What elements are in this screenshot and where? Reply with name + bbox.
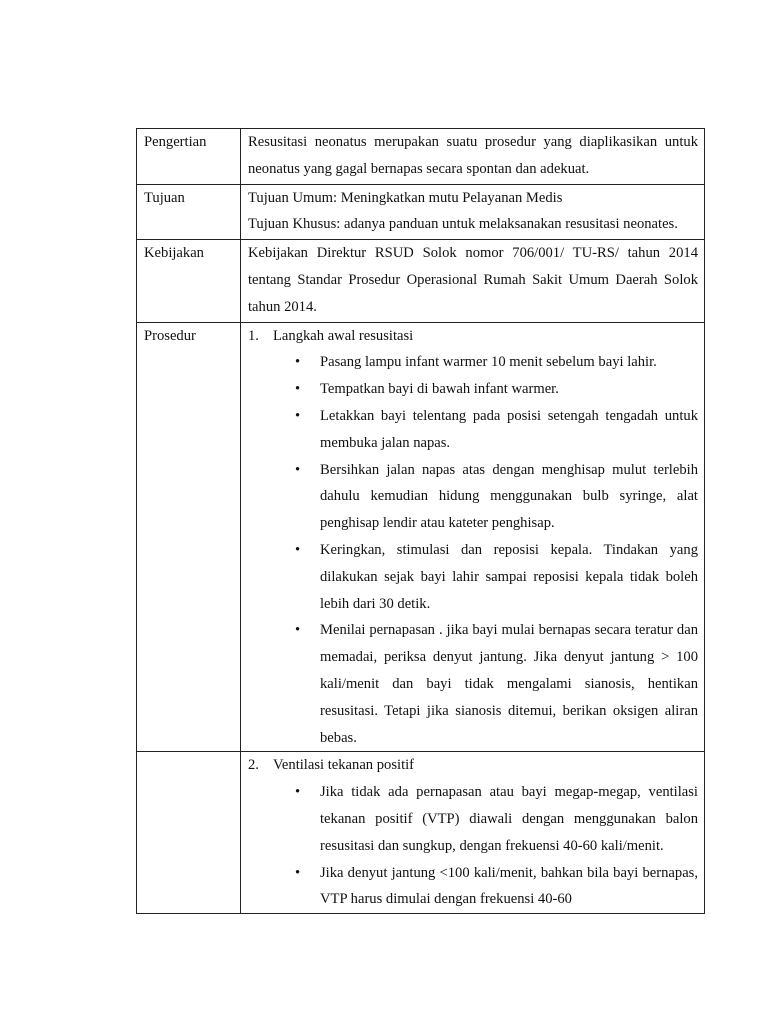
step-number: 1.: [248, 327, 259, 344]
list-item-text: Tempatkan bayi di bawah infant warmer.: [320, 381, 559, 398]
label-tujuan: Tujuan: [137, 184, 241, 240]
label-kebijakan: Kebijakan: [137, 240, 241, 322]
bullet-icon: •: [295, 461, 301, 478]
row-tujuan: [137, 184, 705, 240]
bullet-icon: •: [295, 407, 301, 424]
bullet-list: [248, 779, 698, 913]
sop-table: [136, 128, 705, 914]
content-pengertian: [241, 129, 705, 185]
label-prosedur: Prosedur: [137, 322, 241, 752]
row-prosedur-step2: [137, 752, 705, 914]
bullet-icon: •: [295, 784, 301, 801]
pengertian-text: Resusitasi neonatus merupakan suatu prosedur yang diaplikasikan untuk neonatus yang gagal bernapas secara spontan dan adekuat.: [248, 134, 698, 177]
step-heading: [248, 752, 698, 779]
list-item: [295, 617, 698, 751]
bullet-icon: •: [295, 381, 301, 398]
row-prosedur-step1: [137, 322, 705, 752]
list-item: [295, 349, 698, 376]
bullet-icon: •: [295, 622, 301, 639]
list-item: [295, 779, 698, 859]
row-kebijakan: [137, 240, 705, 322]
list-item: [295, 376, 698, 403]
bullet-icon: •: [295, 541, 301, 558]
step-title: Langkah awal resusitasi: [273, 327, 414, 344]
step-heading: [248, 323, 698, 350]
list-item-text: Pasang lampu infant warmer 10 menit sebelum bayi lahir.: [320, 354, 657, 371]
bullet-list: [248, 349, 698, 751]
content-tujuan: [241, 184, 705, 240]
list-item-text: Keringkan, stimulasi dan reposisi kepala. Tindakan yang dilakukan sejak bayi lahir sampai reposisi kepala tidak boleh lebih dari 30 detik.: [320, 541, 698, 612]
list-item-text: Jika denyut jantung <100 kali/menit, bahkan bila bayi bernapas, VTP harus dimulai dengan frekuensi 40-60: [320, 864, 698, 908]
content-prosedur-step2: [241, 752, 705, 914]
label-pengertian: Pengertian: [137, 129, 241, 185]
content-prosedur-step1: [241, 322, 705, 752]
bullet-icon: •: [295, 354, 301, 371]
list-item-text: Bersihkan jalan napas atas dengan menghisap mulut terlebih dahulu kemudian hidung menggunakan bulb syringe, alat penghisap lendir atau kateter penghisap.: [320, 461, 698, 532]
list-item: [295, 537, 698, 617]
bullet-icon: •: [295, 864, 301, 881]
kebijakan-text: Kebijakan Direktur RSUD Solok nomor 706/001/ TU-RS/ tahun 2014 tentang Standar Prosedur Operasional Rumah Sakit Umum Daerah Solok tahun 2014.: [248, 245, 698, 315]
list-item: [295, 457, 698, 537]
step-number: 2.: [248, 757, 259, 774]
content-kebijakan: [241, 240, 705, 322]
list-item: [295, 860, 698, 914]
list-item-text: Jika tidak ada pernapasan atau bayi megap-megap, ventilasi tekanan positif (VTP) diawali dengan menggunakan balon resusitasi dan sungkup, dengan frekuensi 40-60 kali/menit.: [320, 784, 698, 854]
list-item-text: Letakkan bayi telentang pada posisi setengah tengadah untuk membuka jalan napas.: [320, 407, 698, 451]
tujuan-umum: Tujuan Umum: Meningkatkan mutu Pelayanan Medis: [248, 189, 563, 206]
list-item: [295, 403, 698, 457]
row-pengertian: [137, 129, 705, 185]
tujuan-khusus: Tujuan Khusus: adanya panduan untuk melaksanakan resusitasi neonates.: [248, 216, 678, 233]
step-title: Ventilasi tekanan positif: [273, 757, 415, 774]
list-item-text: Menilai pernapasan . jika bayi mulai bernapas secara teratur dan memadai, periksa denyut jantung. Jika denyut jantung > 100 kali/menit dan bayi tidak mengalami sianosis, hentikan resusitasi. Tetapi jika sianosis ditemui, berikan oksigen aliran bebas.: [320, 622, 698, 746]
label-empty: [137, 752, 241, 914]
